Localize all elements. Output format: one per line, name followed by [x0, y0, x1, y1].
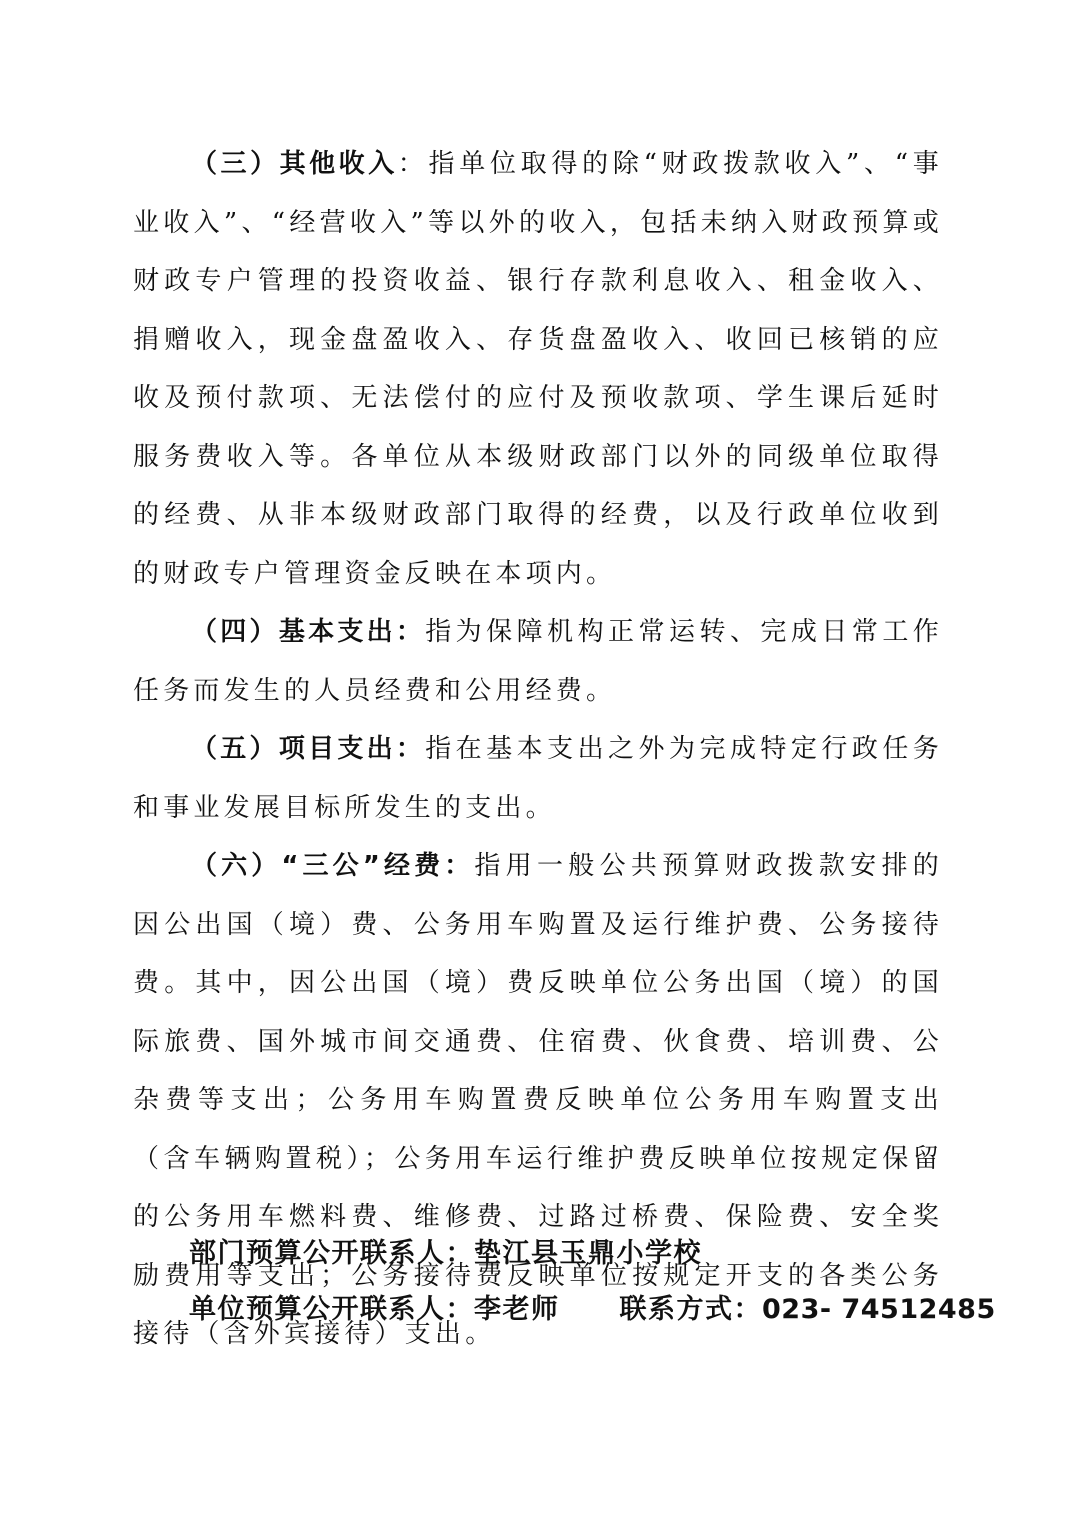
unit-contact-label: 单位预算公开联系人： [189, 1294, 474, 1325]
dept-contact-value: 垫江县玉鼎小学校 [474, 1238, 702, 1269]
unit-contact-value: 李老师 [474, 1294, 560, 1325]
phone-label: 联系方式： [619, 1294, 762, 1325]
term-colon: ： [397, 149, 429, 179]
dept-contact-label: 部门预算公开联系人： [189, 1238, 474, 1269]
term-other-income: （三）其他收入 [191, 149, 398, 179]
definition-project-expenditure: 指在基本支出之外为完成特定行政任务和事业发展目标所发生的支出。 [133, 734, 943, 823]
term-project-expenditure: （五）项目支出： [191, 734, 426, 764]
dept-contact-line [189, 1226, 949, 1282]
term-basic-expenditure: （四）基本支出： [191, 617, 426, 647]
paragraph-project-expenditure [133, 720, 943, 837]
definition-other-income: 指单位取得的除“财政拨款收入”、“事业收入”、“经营收入”等以外的收入，包括未纳入财政预算或财政专户管理的投资收益、银行存款利息收入、租金收入、捐赠收入，现金盘盈收入、存货盘盈收入、收回已核销的应收及预付款项、无法偿付的应付及预收款项、学生课后延时服务费收入等。各单位从本级财政部门以外的同级单位取得的经费、从非本级财政部门取得的经费，以及行政单位收到的财政专户管理资金反映在本项内。 [133, 149, 943, 589]
definition-three-public-expenses: 指用一般公共预算财政拨款安排的因公出国（境）费、公务用车购置及运行维护费、公务接待费。其中，因公出国（境）费反映单位公务出国（境）的国际旅费、国外城市间交通费、住宿费、伙食费、培训费、公杂费等支出；公务用车购置费反映单位公务用车购置支出（含车辆购置税）；公务用车运行维护费反映单位按规定保留的公务用车燃料费、维修费、过路过桥费、保险费、安全奖励费用等支出；公务接待费反映单位按规定开支的各类公务接待（含外宾接待）支出。 [133, 851, 943, 1349]
paragraph-basic-expenditure [133, 603, 943, 720]
unit-contact-line [189, 1282, 996, 1338]
document-body [133, 135, 943, 1364]
definition-basic-expenditure: 指为保障机构正常运转、完成日常工作任务而发生的人员经费和公用经费。 [133, 617, 943, 706]
term-three-public-expenses: （六）“三公”经费： [191, 851, 475, 881]
paragraph-other-income [133, 135, 943, 603]
contact-block [189, 1226, 996, 1338]
phone-value: 023- 74512485 [762, 1294, 996, 1325]
